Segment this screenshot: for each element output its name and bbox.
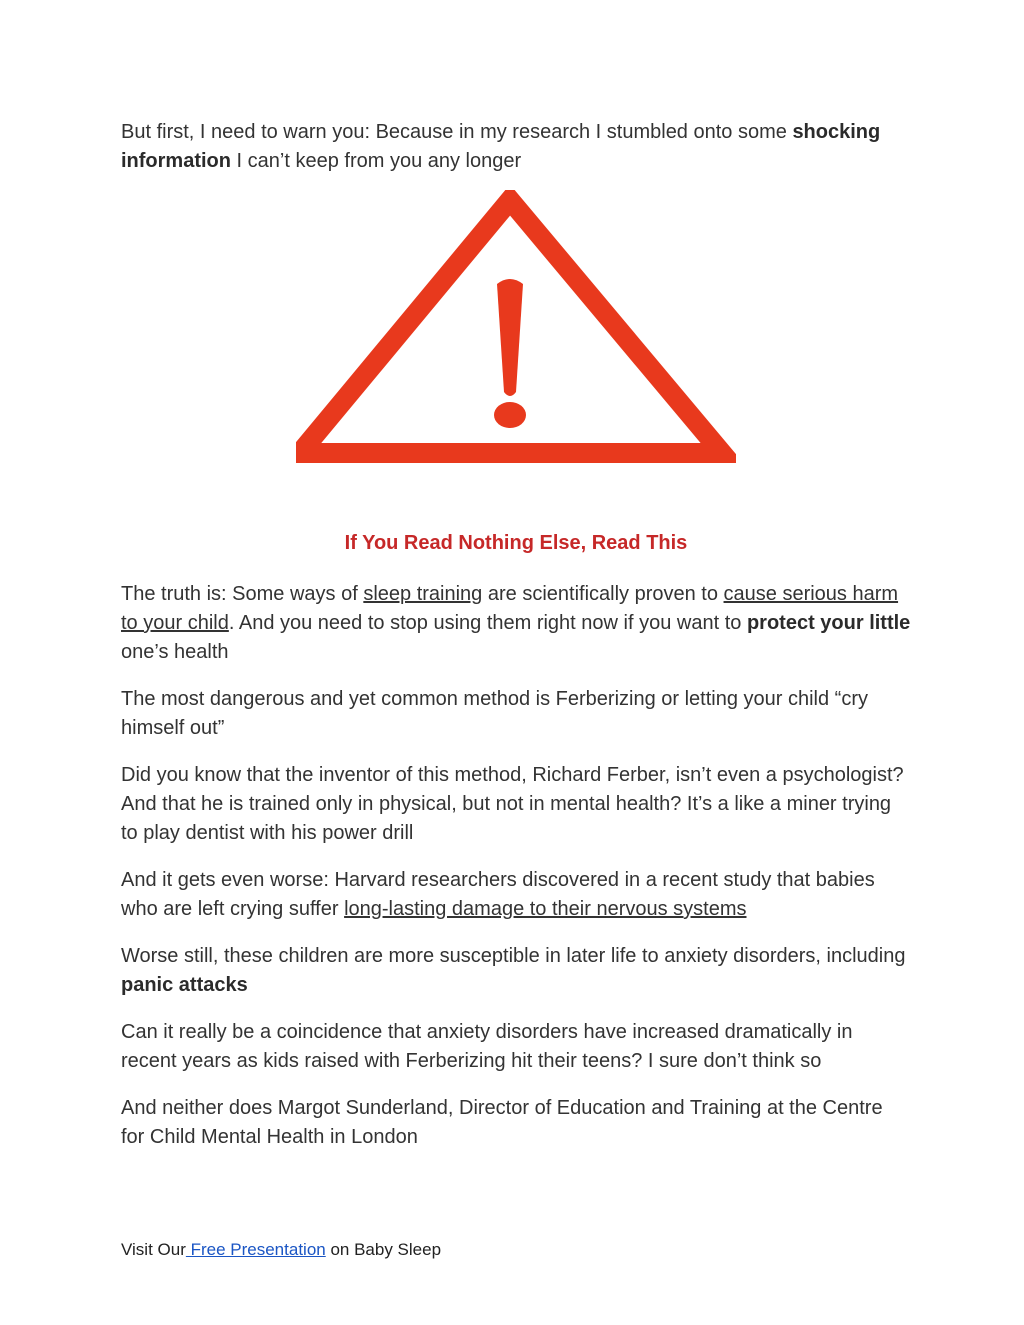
paragraph-sunderland: And neither does Margot Sunderland, Director of Education and Training at the Centre for Child Mental Health in London [121, 1097, 883, 1148]
intro-text: But first, I need to warn you: Because in my research I stumbled onto some [121, 121, 793, 143]
nervous-damage-link[interactable]: long-lasting damage to their nervous systems [344, 898, 747, 920]
paragraph-ferberizing: The most dangerous and yet common method is Ferberizing or letting your child “cry himself out” [121, 688, 869, 739]
warning-image [121, 190, 911, 480]
footer-suffix: on Baby Sleep [325, 1240, 442, 1259]
warning-triangle-icon [296, 190, 736, 470]
document-body [121, 118, 911, 1170]
p4-text: And it gets even worse: Harvard researchers discovered in a recent study that babies who are left crying suffer [121, 869, 875, 920]
p1-text-4: one’s health [121, 641, 229, 663]
p1-text-2: are scientifically proven to [482, 583, 724, 605]
intro-paragraph [121, 118, 911, 176]
paragraph-harvard [121, 866, 911, 924]
cause-harm-link[interactable]: cause serious harm to your child [121, 583, 899, 634]
p1-bold-text: protect your little [746, 612, 911, 634]
paragraph-coincidence: Can it really be a coincidence that anxiety disorders have increased dramatically in recent years as kids raised with Ferberizing hit their teens? I sure don’t think so [121, 1021, 853, 1072]
free-presentation-link[interactable]: Free Presentation [185, 1240, 326, 1259]
footer-prefix: Visit Our [121, 1240, 186, 1259]
intro-bold-text: shocking information [121, 121, 881, 172]
sleep-training-link[interactable]: sleep training [363, 583, 483, 605]
paragraph-truth [121, 580, 911, 667]
p1-text-3: . And you need to stop using them right now if you want to [228, 612, 747, 634]
p5-text: Worse still, these children are more susceptible in later life to anxiety disorders, including [121, 945, 906, 967]
p5-bold-text: panic attacks [121, 974, 248, 996]
p1-text-1: The truth is: Some ways of [121, 583, 364, 605]
footer [121, 1240, 441, 1260]
paragraph-anxiety [121, 942, 911, 1000]
paragraph-inventor: Did you know that the inventor of this method, Richard Ferber, isn’t even a psychologist? And that he is trained only in physical, but not in mental health? It’s a like a miner trying to play dentist with his power drill [121, 764, 904, 844]
intro-text-end: I can’t keep from you any longer [231, 150, 522, 172]
section-heading: If You Read Nothing Else, Read This [344, 532, 688, 554]
